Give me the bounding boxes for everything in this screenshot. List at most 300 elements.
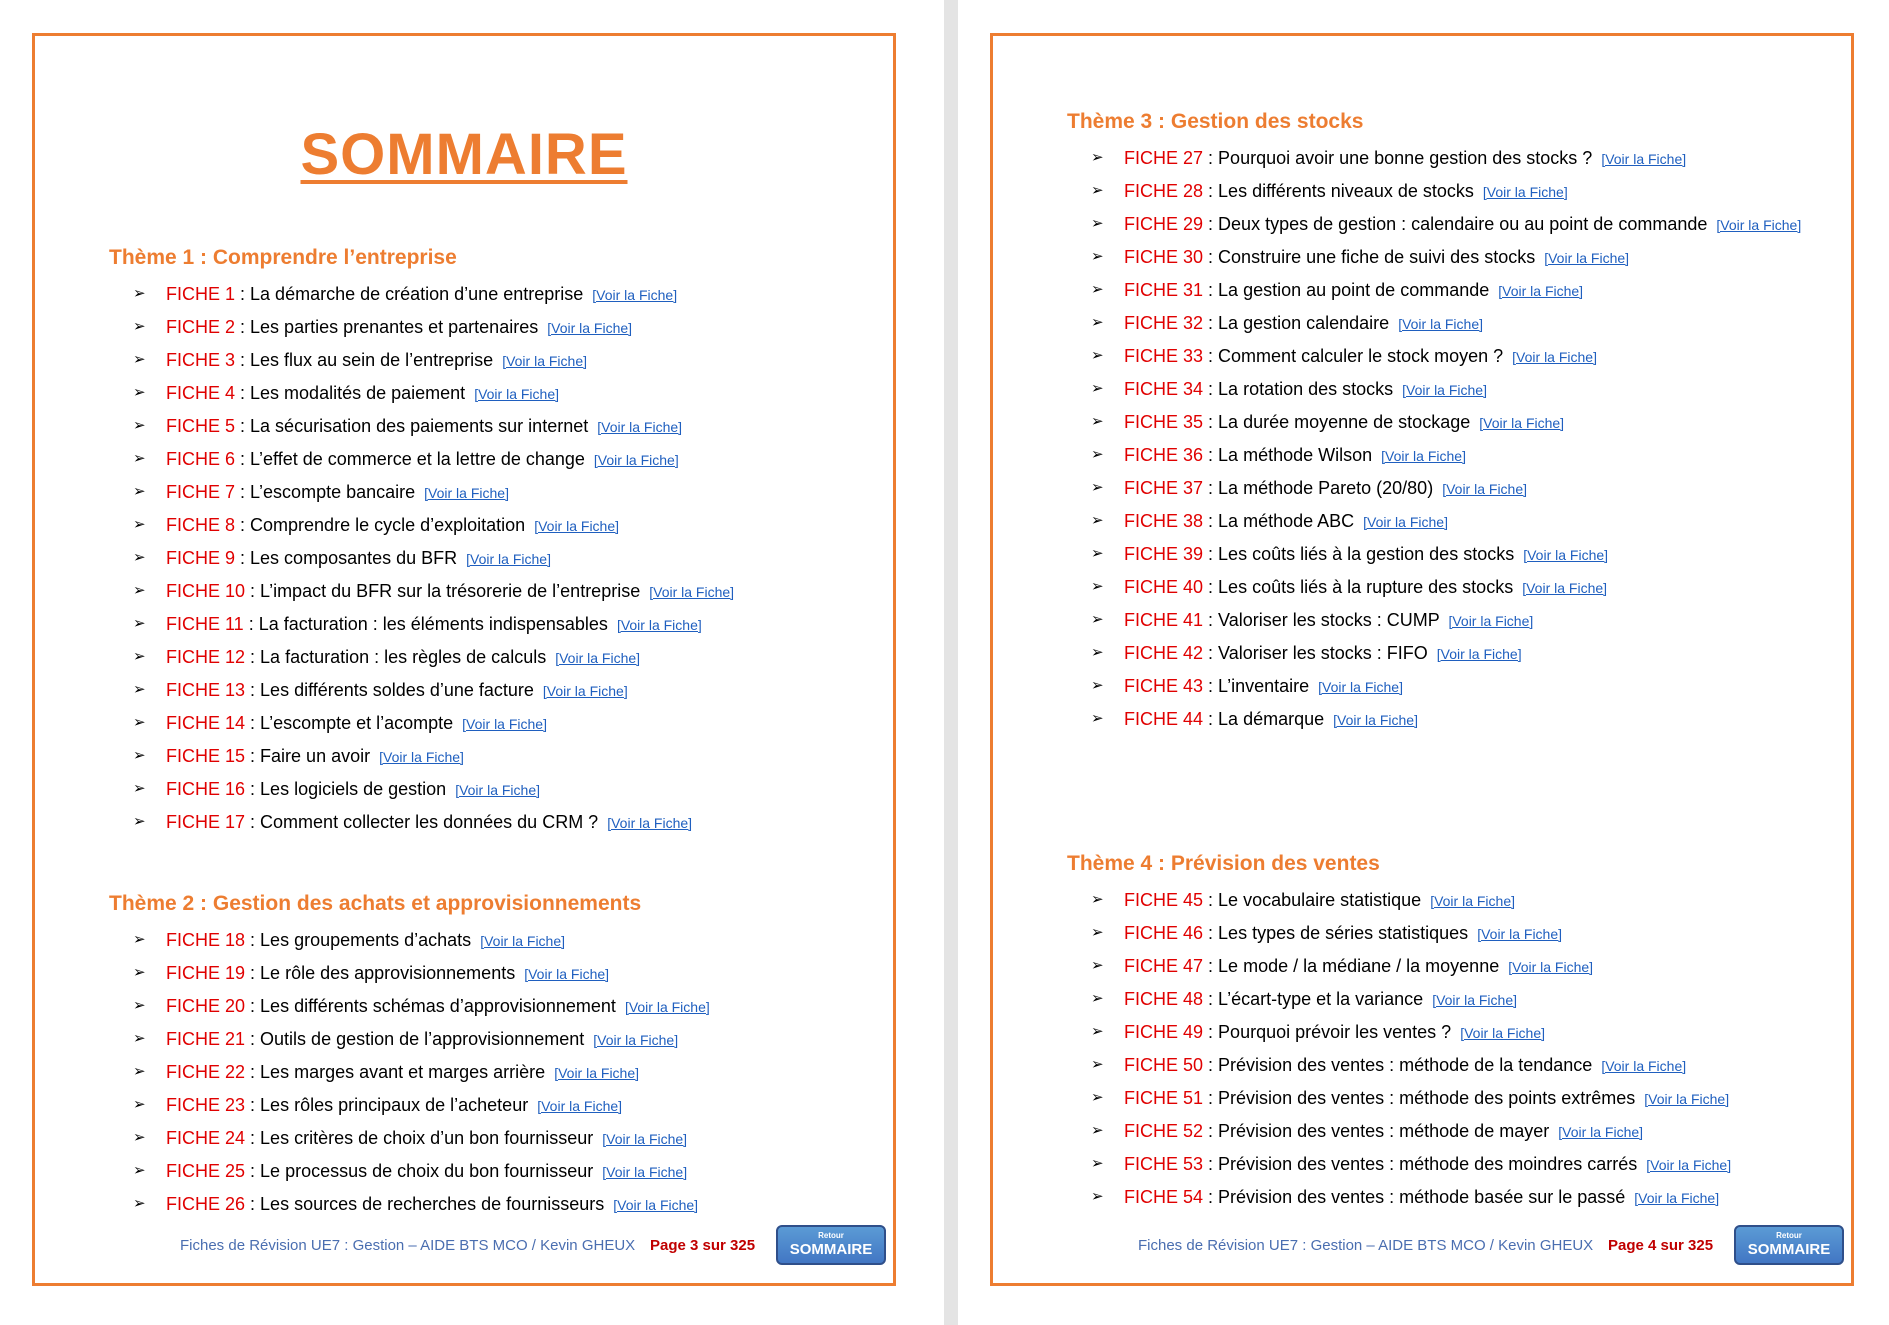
fiche-title: Les critères de choix d’un bon fournisseur <box>260 1128 594 1148</box>
page-number: Page 3 sur 325 <box>650 1237 756 1254</box>
bullet-arrow-icon: ➢ <box>133 417 146 434</box>
voir-la-fiche-link[interactable]: [Voir la Fiche] <box>602 1131 688 1147</box>
fiche-title: L’inventaire <box>1218 676 1310 696</box>
fiche-item <box>133 925 873 958</box>
voir-la-fiche-link[interactable]: [Voir la Fiche] <box>1646 1157 1732 1173</box>
fiche-title: Pourquoi avoir une bonne gestion des stocks ? <box>1218 148 1593 168</box>
fiche-item <box>1091 209 1831 242</box>
fiche-item <box>133 741 873 774</box>
fiche-list <box>1067 885 1831 1215</box>
bullet-arrow-icon: ➢ <box>133 582 146 599</box>
fiche-title: Les flux au sein de l’entreprise <box>250 350 494 370</box>
fiche-number: FICHE 35 <box>1124 412 1204 432</box>
fiche-separator: : <box>245 1161 261 1181</box>
fiche-separator: : <box>235 548 251 568</box>
fiche-item <box>1091 440 1831 473</box>
voir-la-fiche-link[interactable]: [Voir la Fiche] <box>597 419 683 435</box>
fiche-separator: : <box>245 963 261 983</box>
fiche-separator: : <box>1203 890 1219 910</box>
fiche-item <box>1091 1116 1831 1149</box>
fiche-number: FICHE 8 <box>166 515 236 535</box>
voir-la-fiche-link[interactable]: [Voir la Fiche] <box>1430 893 1516 909</box>
fiche-separator: : <box>1203 1088 1219 1108</box>
document-page-4 <box>990 33 1854 1286</box>
bullet-arrow-icon: ➢ <box>133 714 146 731</box>
fiche-title: La méthode ABC <box>1218 511 1355 531</box>
voir-la-fiche-link[interactable]: [Voir la Fiche] <box>1442 481 1528 497</box>
fiche-item <box>133 1189 873 1222</box>
fiche-title: Les sources de recherches de fournisseurs <box>260 1194 605 1214</box>
fiche-number: FICHE 41 <box>1124 610 1204 630</box>
fiche-title: Les composantes du BFR <box>250 548 458 568</box>
fiche-item <box>133 279 873 312</box>
fiche-number: FICHE 40 <box>1124 577 1204 597</box>
fiche-separator: : <box>1203 676 1219 696</box>
bullet-arrow-icon: ➢ <box>1091 182 1104 199</box>
voir-la-fiche-link[interactable]: [Voir la Fiche] <box>1601 1058 1687 1074</box>
fiche-number: FICHE 23 <box>166 1095 246 1115</box>
fiche-item <box>1091 951 1831 984</box>
bullet-arrow-icon: ➢ <box>1091 957 1104 974</box>
voir-la-fiche-link[interactable]: [Voir la Fiche] <box>1479 415 1565 431</box>
fiche-separator: : <box>1203 577 1219 597</box>
fiche-number: FICHE 7 <box>166 482 236 502</box>
fiche-item <box>1091 374 1831 407</box>
fiche-title: La méthode Wilson <box>1218 445 1373 465</box>
fiche-title: La durée moyenne de stockage <box>1218 412 1471 432</box>
fiche-title: L’impact du BFR sur la trésorerie de l’entreprise <box>260 581 641 601</box>
bullet-arrow-icon: ➢ <box>1091 1155 1104 1172</box>
fiche-separator: : <box>1203 280 1219 300</box>
fiche-separator: : <box>1203 1154 1219 1174</box>
voir-la-fiche-link[interactable]: [Voir la Fiche] <box>502 353 588 369</box>
bullet-arrow-icon: ➢ <box>1091 314 1104 331</box>
fiche-title: La démarche de création d’une entreprise <box>250 284 584 304</box>
fiche-number: FICHE 33 <box>1124 346 1204 366</box>
voir-la-fiche-link[interactable]: [Voir la Fiche] <box>1634 1190 1720 1206</box>
fiche-separator: : <box>245 1062 261 1082</box>
voir-la-fiche-link[interactable]: [Voir la Fiche] <box>616 617 702 633</box>
fiche-number: FICHE 54 <box>1124 1187 1204 1207</box>
bullet-arrow-icon: ➢ <box>1091 248 1104 265</box>
fiche-separator: : <box>1203 544 1219 564</box>
fiche-item <box>133 510 873 543</box>
voir-la-fiche-link[interactable]: [Voir la Fiche] <box>1448 613 1534 629</box>
fiche-title: La démarque <box>1218 709 1325 729</box>
theme-section <box>1067 106 1831 737</box>
fiche-number: FICHE 53 <box>1124 1154 1204 1174</box>
theme-section <box>109 242 873 840</box>
fiche-number: FICHE 14 <box>166 713 246 733</box>
fiche-item <box>133 1156 873 1189</box>
voir-la-fiche-link[interactable]: [Voir la Fiche] <box>1398 316 1484 332</box>
bullet-arrow-icon: ➢ <box>133 615 146 632</box>
fiche-title: La facturation : les éléments indispensables <box>258 614 608 634</box>
voir-la-fiche-link[interactable]: [Voir la Fiche] <box>424 485 509 501</box>
footer-text: Fiches de Révision UE7 : Gestion – AIDE BTS MCO / Kevin GHEUX <box>1138 1237 1594 1254</box>
fiche-number: FICHE 50 <box>1124 1055 1204 1075</box>
theme-heading: Thème 2 : Gestion des achats et approvisionnements <box>109 892 642 915</box>
fiche-number: FICHE 13 <box>166 680 246 700</box>
fiche-title: Prévision des ventes : méthode des points extrêmes <box>1218 1088 1636 1108</box>
fiche-list <box>109 925 873 1222</box>
fiche-item <box>133 312 873 345</box>
fiche-title: Les types de séries statistiques <box>1218 923 1469 943</box>
fiche-item <box>133 576 873 609</box>
fiche-title: L’effet de commerce et la lettre de change <box>250 449 585 469</box>
fiche-number: FICHE 48 <box>1124 989 1204 1009</box>
fiche-item <box>1091 984 1831 1017</box>
fiche-title: La facturation : les règles de calculs <box>260 647 547 667</box>
voir-la-fiche-link[interactable]: [Voir la Fiche] <box>1381 448 1466 464</box>
fiche-separator: : <box>1203 148 1219 168</box>
voir-la-fiche-link[interactable]: [Voir la Fiche] <box>1432 992 1518 1008</box>
fiche-item <box>1091 918 1831 951</box>
fiche-item <box>1091 1050 1831 1083</box>
fiche-title: Les coûts liés à la rupture des stocks <box>1218 577 1514 597</box>
fiche-title: Les parties prenantes et partenaires <box>250 317 539 337</box>
voir-la-fiche-link[interactable]: [Voir la Fiche] <box>613 1197 699 1213</box>
fiche-separator: : <box>1203 1121 1219 1141</box>
fiche-number: FICHE 26 <box>166 1194 246 1214</box>
voir-la-fiche-link[interactable]: [Voir la Fiche] <box>1601 151 1687 167</box>
fiche-number: FICHE 11 <box>166 614 244 634</box>
voir-la-fiche-link[interactable]: [Voir la Fiche] <box>1477 926 1563 942</box>
fiche-list <box>109 279 873 840</box>
fiche-title: Deux types de gestion : calendaire ou au point de commande <box>1218 214 1708 234</box>
fiche-number: FICHE 6 <box>166 449 236 469</box>
fiche-item <box>1091 1083 1831 1116</box>
voir-la-fiche-link[interactable]: [Voir la Fiche] <box>1363 514 1448 530</box>
fiche-number: FICHE 16 <box>166 779 246 799</box>
fiche-number: FICHE 45 <box>1124 890 1204 910</box>
voir-la-fiche-link[interactable]: [Voir la Fiche] <box>524 966 610 982</box>
sommaire-label: SOMMAIRE <box>1747 1241 1831 1258</box>
fiche-number: FICHE 49 <box>1124 1022 1204 1042</box>
fiche-item <box>1091 539 1831 572</box>
voir-la-fiche-link[interactable]: [Voir la Fiche] <box>455 782 541 798</box>
fiche-number: FICHE 18 <box>166 930 246 950</box>
bullet-arrow-icon: ➢ <box>1091 446 1104 463</box>
fiche-separator: : <box>245 1095 261 1115</box>
fiche-separator: : <box>1203 643 1219 663</box>
bullet-arrow-icon: ➢ <box>133 450 146 467</box>
fiche-separator: : <box>1203 1187 1219 1207</box>
fiche-separator: : <box>245 1194 261 1214</box>
bullet-arrow-icon: ➢ <box>1091 380 1104 397</box>
bullet-arrow-icon: ➢ <box>1091 215 1104 232</box>
voir-la-fiche-link[interactable]: [Voir la Fiche] <box>474 386 560 402</box>
fiche-number: FICHE 36 <box>1124 445 1204 465</box>
fiche-number: FICHE 10 <box>166 581 246 601</box>
bullet-arrow-icon: ➢ <box>133 285 146 302</box>
fiche-item <box>133 958 873 991</box>
fiche-number: FICHE 32 <box>1124 313 1204 333</box>
voir-la-fiche-link[interactable]: [Voir la Fiche] <box>1558 1124 1644 1140</box>
fiche-title: Valoriser les stocks : CUMP <box>1218 610 1440 630</box>
fiche-number: FICHE 3 <box>166 350 236 370</box>
fiche-separator: : <box>245 680 261 700</box>
page-footer <box>993 1225 1851 1269</box>
bullet-arrow-icon: ➢ <box>1091 990 1104 1007</box>
bullet-arrow-icon: ➢ <box>1091 644 1104 661</box>
bullet-arrow-icon: ➢ <box>133 813 146 830</box>
bullet-arrow-icon: ➢ <box>1091 924 1104 941</box>
voir-la-fiche-link[interactable]: [Voir la Fiche] <box>1716 217 1802 233</box>
bullet-arrow-icon: ➢ <box>133 1063 146 1080</box>
fiche-number: FICHE 19 <box>166 963 246 983</box>
fiche-title: Valoriser les stocks : FIFO <box>1218 643 1428 663</box>
bullet-arrow-icon: ➢ <box>1091 710 1104 727</box>
fiche-separator: : <box>235 449 251 469</box>
fiche-title: Les différents niveaux de stocks <box>1218 181 1474 201</box>
voir-la-fiche-link[interactable]: [Voir la Fiche] <box>554 1065 640 1081</box>
bullet-arrow-icon: ➢ <box>133 997 146 1014</box>
fiche-item <box>1091 1149 1831 1182</box>
fiche-number: FICHE 27 <box>1124 148 1204 168</box>
fiche-separator: : <box>235 317 251 337</box>
retour-sommaire-button[interactable] <box>1734 1225 1844 1265</box>
fiche-title: La rotation des stocks <box>1218 379 1394 399</box>
voir-la-fiche-link[interactable]: [Voir la Fiche] <box>592 287 678 303</box>
fiche-item <box>1091 341 1831 374</box>
theme-section <box>1067 848 1831 1215</box>
voir-la-fiche-link[interactable]: [Voir la Fiche] <box>1436 646 1522 662</box>
voir-la-fiche-link[interactable]: [Voir la Fiche] <box>379 749 464 765</box>
fiche-item <box>1091 308 1831 341</box>
fiche-separator: : <box>1203 247 1219 267</box>
fiche-item <box>133 1090 873 1123</box>
fiche-item <box>1091 671 1831 704</box>
fiche-number: FICHE 21 <box>166 1029 246 1049</box>
fiche-item <box>1091 885 1831 918</box>
fiche-item <box>1091 407 1831 440</box>
bullet-arrow-icon: ➢ <box>133 648 146 665</box>
bullet-arrow-icon: ➢ <box>1091 347 1104 364</box>
bullet-arrow-icon: ➢ <box>133 384 146 401</box>
bullet-arrow-icon: ➢ <box>1091 479 1104 496</box>
voir-la-fiche-link[interactable]: [Voir la Fiche] <box>542 683 628 699</box>
fiche-separator: : <box>1203 412 1219 432</box>
fiche-number: FICHE 28 <box>1124 181 1204 201</box>
voir-la-fiche-link[interactable]: [Voir la Fiche] <box>1644 1091 1730 1107</box>
fiche-number: FICHE 51 <box>1124 1088 1204 1108</box>
fiche-number: FICHE 25 <box>166 1161 246 1181</box>
voir-la-fiche-link[interactable]: [Voir la Fiche] <box>537 1098 623 1114</box>
fiche-number: FICHE 9 <box>166 548 236 568</box>
bullet-arrow-icon: ➢ <box>1091 545 1104 562</box>
fiche-number: FICHE 38 <box>1124 511 1204 531</box>
fiche-number: FICHE 34 <box>1124 379 1204 399</box>
document-page-3 <box>32 33 896 1286</box>
fiche-item <box>133 1057 873 1090</box>
sommaire-label: SOMMAIRE <box>789 1241 873 1258</box>
fiche-item <box>133 1024 873 1057</box>
fiche-title: Le vocabulaire statistique <box>1218 890 1422 910</box>
fiche-separator: : <box>1203 989 1219 1009</box>
voir-la-fiche-link[interactable]: [Voir la Fiche] <box>1498 283 1584 299</box>
fiche-separator: : <box>1203 511 1219 531</box>
fiche-number: FICHE 43 <box>1124 676 1204 696</box>
bullet-arrow-icon: ➢ <box>1091 281 1104 298</box>
fiche-number: FICHE 44 <box>1124 709 1204 729</box>
fiche-item <box>1091 638 1831 671</box>
fiche-title: L’escompte et l’acompte <box>260 713 454 733</box>
fiche-separator: : <box>1203 923 1219 943</box>
voir-la-fiche-link[interactable]: [Voir la Fiche] <box>624 999 710 1015</box>
bullet-arrow-icon: ➢ <box>133 318 146 335</box>
fiche-title: Prévision des ventes : méthode de mayer <box>1218 1121 1550 1141</box>
fiche-number: FICHE 24 <box>166 1128 246 1148</box>
theme-heading: Thème 4 : Prévision des ventes <box>1067 852 1380 875</box>
fiche-separator: : <box>245 581 261 601</box>
fiche-separator: : <box>235 383 251 403</box>
bullet-arrow-icon: ➢ <box>1091 413 1104 430</box>
fiche-number: FICHE 4 <box>166 383 236 403</box>
fiche-item <box>133 444 873 477</box>
fiche-item <box>133 345 873 378</box>
bullet-arrow-icon: ➢ <box>133 549 146 566</box>
fiche-item <box>133 708 873 741</box>
fiche-title: Les différents schémas d’approvisionnement <box>260 996 616 1016</box>
fiche-separator: : <box>1203 709 1219 729</box>
voir-la-fiche-link[interactable]: [Voir la Fiche] <box>1544 250 1630 266</box>
fiche-separator: : <box>1203 181 1219 201</box>
voir-la-fiche-link[interactable]: [Voir la Fiche] <box>602 1164 688 1180</box>
fiche-title: L’écart-type et la variance <box>1218 989 1424 1009</box>
fiche-item <box>133 774 873 807</box>
voir-la-fiche-link[interactable]: [Voir la Fiche] <box>534 518 620 534</box>
theme-section <box>109 888 873 1222</box>
bullet-arrow-icon: ➢ <box>1091 1188 1104 1205</box>
fiche-item <box>133 1123 873 1156</box>
voir-la-fiche-link[interactable]: [Voir la Fiche] <box>1522 580 1608 596</box>
fiche-title: Les différents soldes d’une facture <box>260 680 534 700</box>
voir-la-fiche-link[interactable]: [Voir la Fiche] <box>555 650 641 666</box>
fiche-separator: : <box>245 930 261 950</box>
fiche-item <box>1091 605 1831 638</box>
fiche-title: Prévision des ventes : méthode des moindres carrés <box>1218 1154 1638 1174</box>
bullet-arrow-icon: ➢ <box>1091 149 1104 166</box>
fiche-separator: : <box>1203 1022 1219 1042</box>
voir-la-fiche-link[interactable]: [Voir la Fiche] <box>1512 349 1597 365</box>
fiche-separator: : <box>1203 445 1219 465</box>
bullet-arrow-icon: ➢ <box>133 747 146 764</box>
fiche-title: Le mode / la médiane / la moyenne <box>1218 956 1500 976</box>
fiche-number: FICHE 17 <box>166 812 246 832</box>
fiche-title: Les modalités de paiement <box>250 383 466 403</box>
voir-la-fiche-link[interactable]: [Voir la Fiche] <box>593 452 679 468</box>
voir-la-fiche-link[interactable]: [Voir la Fiche] <box>593 1032 679 1048</box>
fiche-item <box>133 477 873 510</box>
retour-label: Retour <box>818 1231 844 1240</box>
voir-la-fiche-link[interactable]: [Voir la Fiche] <box>547 320 633 336</box>
bullet-arrow-icon: ➢ <box>1091 1023 1104 1040</box>
voir-la-fiche-link[interactable]: [Voir la Fiche] <box>1318 679 1403 695</box>
page-number: Page 4 sur 325 <box>1608 1237 1714 1254</box>
fiche-number: FICHE 37 <box>1124 478 1204 498</box>
fiche-title: La gestion calendaire <box>1218 313 1390 333</box>
bullet-arrow-icon: ➢ <box>1091 1089 1104 1106</box>
fiche-title: Faire un avoir <box>260 746 371 766</box>
fiche-number: FICHE 12 <box>166 647 246 667</box>
voir-la-fiche-link[interactable]: [Voir la Fiche] <box>1482 184 1568 200</box>
voir-la-fiche-link[interactable]: [Voir la Fiche] <box>1460 1025 1546 1041</box>
fiche-number: FICHE 20 <box>166 996 246 1016</box>
fiche-item <box>1091 704 1831 737</box>
fiche-number: FICHE 29 <box>1124 214 1204 234</box>
fiche-item <box>1091 143 1831 176</box>
fiche-item <box>133 411 873 444</box>
retour-sommaire-button[interactable] <box>776 1225 886 1265</box>
fiche-number: FICHE 42 <box>1124 643 1204 663</box>
voir-la-fiche-link[interactable]: [Voir la Fiche] <box>480 933 566 949</box>
fiche-item <box>133 378 873 411</box>
fiche-separator: : <box>235 350 251 370</box>
fiche-separator: : <box>235 416 251 436</box>
fiche-title: Les groupements d’achats <box>260 930 472 950</box>
fiche-title: L’escompte bancaire <box>250 482 416 502</box>
fiche-item <box>133 991 873 1024</box>
voir-la-fiche-link[interactable]: [Voir la Fiche] <box>1333 712 1418 728</box>
fiche-separator: : <box>235 284 251 304</box>
voir-la-fiche-link[interactable]: [Voir la Fiche] <box>607 815 693 831</box>
voir-la-fiche-link[interactable]: [Voir la Fiche] <box>462 716 547 732</box>
voir-la-fiche-link[interactable]: [Voir la Fiche] <box>466 551 551 567</box>
fiche-title: Comment calculer le stock moyen ? <box>1218 346 1504 366</box>
bullet-arrow-icon: ➢ <box>133 964 146 981</box>
fiche-title: Pourquoi prévoir les ventes ? <box>1218 1022 1452 1042</box>
fiche-number: FICHE 15 <box>166 746 246 766</box>
bullet-arrow-icon: ➢ <box>133 351 146 368</box>
voir-la-fiche-link[interactable]: [Voir la Fiche] <box>1402 382 1487 398</box>
bullet-arrow-icon: ➢ <box>133 681 146 698</box>
bullet-arrow-icon: ➢ <box>133 516 146 533</box>
fiche-number: FICHE 47 <box>1124 956 1204 976</box>
fiche-title: Outils de gestion de l’approvisionnement <box>260 1029 585 1049</box>
bullet-arrow-icon: ➢ <box>1091 1122 1104 1139</box>
fiche-title: Prévision des ventes : méthode de la tendance <box>1218 1055 1593 1075</box>
page-gutter <box>944 0 958 1325</box>
fiche-separator: : <box>1203 346 1219 366</box>
voir-la-fiche-link[interactable]: [Voir la Fiche] <box>649 584 735 600</box>
bullet-arrow-icon: ➢ <box>133 1195 146 1212</box>
fiche-separator: : <box>245 746 261 766</box>
fiche-title: Le processus de choix du bon fournisseur <box>260 1161 594 1181</box>
fiche-separator: : <box>1203 478 1219 498</box>
page-title: SOMMAIRE <box>300 122 628 187</box>
bullet-arrow-icon: ➢ <box>1091 578 1104 595</box>
fiche-number: FICHE 2 <box>166 317 236 337</box>
fiche-title: Les marges avant et marges arrière <box>260 1062 546 1082</box>
bullet-arrow-icon: ➢ <box>133 1030 146 1047</box>
fiche-title: Les logiciels de gestion <box>260 779 447 799</box>
fiche-separator: : <box>245 1128 261 1148</box>
voir-la-fiche-link[interactable]: [Voir la Fiche] <box>1523 547 1609 563</box>
fiche-title: La méthode Pareto (20/80) <box>1218 478 1434 498</box>
fiche-title: Les coûts liés à la gestion des stocks <box>1218 544 1515 564</box>
fiche-list <box>1067 143 1831 737</box>
retour-label: Retour <box>1776 1231 1802 1240</box>
fiche-separator: : <box>235 482 251 502</box>
fiche-item <box>1091 506 1831 539</box>
fiche-number: FICHE 5 <box>166 416 236 436</box>
voir-la-fiche-link[interactable]: [Voir la Fiche] <box>1508 959 1594 975</box>
bullet-arrow-icon: ➢ <box>1091 611 1104 628</box>
fiche-item <box>133 642 873 675</box>
fiche-separator: : <box>1203 214 1219 234</box>
fiche-title: La sécurisation des paiements sur internet <box>250 416 589 436</box>
